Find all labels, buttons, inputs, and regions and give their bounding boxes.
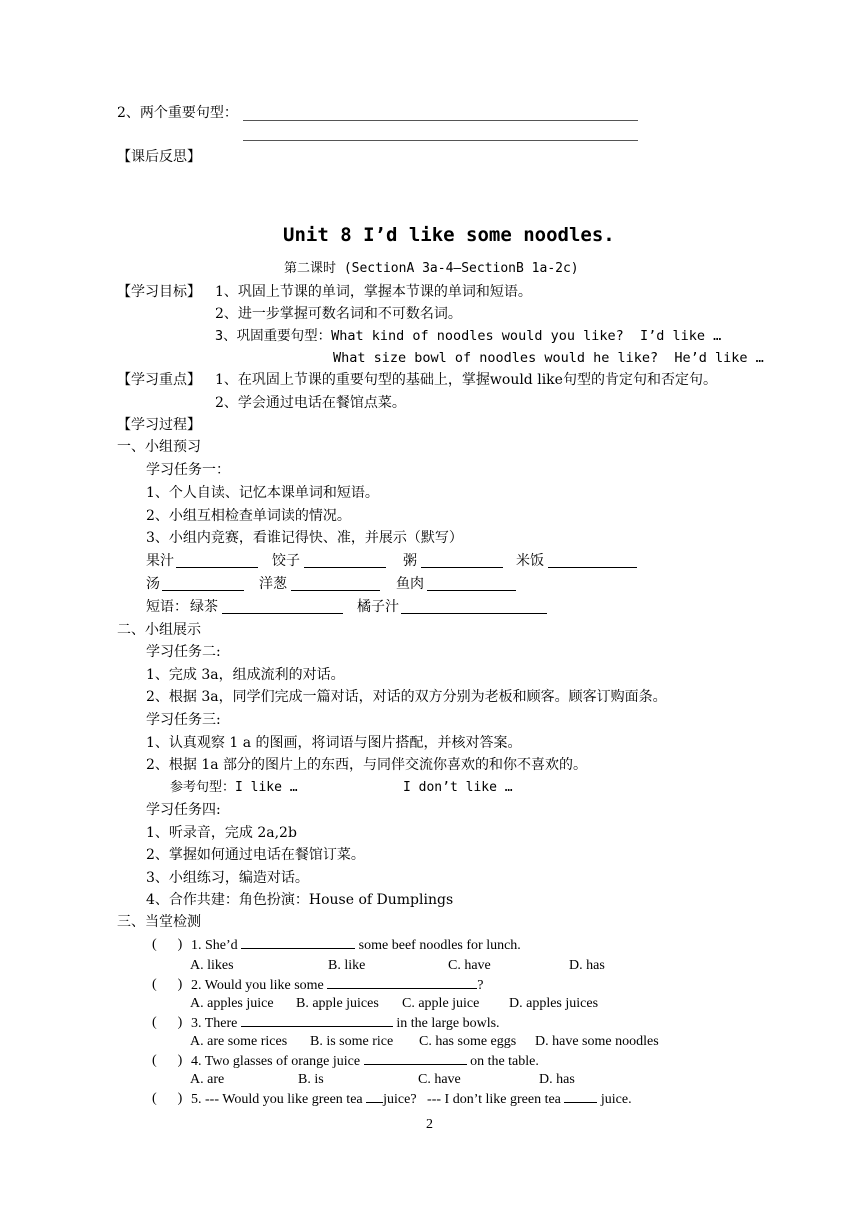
phrase-blank[interactable]	[222, 613, 343, 614]
section-heading: 二、小组展示	[117, 622, 201, 638]
quiz-question: 5. --- Would you like green tea juice? --- I don’t like green tea juice.	[191, 1092, 632, 1107]
vocab-blank[interactable]	[162, 590, 244, 591]
quiz-option: B. is	[298, 1072, 324, 1087]
quiz-option: B. like	[328, 958, 366, 973]
phrase-label: 短语：	[146, 599, 188, 615]
section-heading: 一、小组预习	[117, 439, 201, 455]
task-item: 1、认真观察 1 a 的图画，将词语与图片搭配，并核对答案。	[146, 735, 522, 751]
task-heading: 学习任务四:	[146, 802, 221, 818]
task-item: 2、小组互相检查单词读的情况。	[146, 508, 351, 524]
quiz-option: B. is some rice	[310, 1034, 394, 1049]
task-item: 4、合作共建：角色扮演：House of Dumplings	[146, 892, 454, 908]
focus-label: 【学习重点】	[117, 372, 201, 388]
quiz-question: 3. There in the large bowls.	[191, 1016, 500, 1031]
vocab-blank[interactable]	[548, 567, 637, 568]
lesson-subtitle: 第二课时 (SectionA 3a-4—SectionB 1a-2c)	[284, 261, 579, 276]
task-heading: 学习任务二:	[146, 644, 221, 660]
quiz-option: C. apple juice	[402, 996, 480, 1011]
answer-line[interactable]	[243, 120, 638, 121]
reference-pattern: I don’t like …	[403, 780, 513, 795]
task-item: 1、个人自读、记忆本课单词和短语。	[146, 485, 379, 501]
focus-item: 1、在巩固上节课的重要句型的基础上，掌握would like句型的肯定句和否定句。	[215, 372, 717, 388]
quiz-question: 2. Would you like some ?	[191, 978, 484, 993]
quiz-option: C. have	[418, 1072, 461, 1087]
answer-line[interactable]	[243, 140, 638, 141]
vocab-word: 粥	[403, 553, 417, 569]
goal-item: 1、巩固上节课的单词，掌握本节课的单词和短语。	[215, 284, 532, 300]
page-number: 2	[426, 1117, 433, 1132]
vocab-word: 饺子	[272, 553, 300, 569]
answer-bracket[interactable]: ( )	[152, 1053, 183, 1068]
quiz-option: D. have some noodles	[535, 1034, 659, 1049]
goal-item: What size bowl of noodles would he like? He’d like …	[333, 350, 764, 366]
quiz-option: B. apple juices	[296, 996, 379, 1011]
phrase-blank[interactable]	[401, 613, 547, 614]
vocab-blank[interactable]	[427, 590, 516, 591]
phrase-word: 橘子汁	[357, 599, 399, 615]
task-item: 1、完成 3a，组成流利的对话。	[146, 667, 345, 683]
sentence-pattern-label: 2、两个重要句型：	[117, 105, 238, 121]
answer-bracket[interactable]: ( )	[152, 1091, 183, 1106]
task-item: 2、掌握如何通过电话在餐馆订菜。	[146, 847, 365, 863]
quiz-option: D. apples juices	[509, 996, 599, 1011]
reference-pattern: 参考句型：I like …	[170, 780, 298, 795]
quiz-option: A. likes	[190, 958, 234, 973]
task-item: 1、听录音，完成 2a,2b	[146, 825, 297, 841]
fill-blank[interactable]	[364, 1052, 467, 1065]
answer-bracket[interactable]: ( )	[152, 937, 183, 952]
vocab-blank[interactable]	[421, 567, 503, 568]
quiz-question: 1. She’d some beef noodles for lunch.	[191, 938, 521, 953]
reflection-heading: 【课后反思】	[117, 149, 201, 165]
quiz-option: D. has	[539, 1072, 575, 1087]
process-label: 【学习过程】	[117, 417, 201, 433]
section-heading: 三、当堂检测	[117, 914, 201, 930]
phrase-word: 绿茶	[190, 599, 218, 615]
quiz-option: C. has some eggs	[419, 1034, 517, 1049]
vocab-word: 鱼肉	[396, 576, 424, 592]
vocab-word: 汤	[146, 576, 160, 592]
task-heading: 学习任务三:	[146, 712, 221, 728]
focus-item: 2、学会通过电话在餐馆点菜。	[215, 395, 406, 411]
task-item: 3、小组内竞赛，看谁记得快、准，并展示（默写）	[146, 530, 463, 546]
fill-blank[interactable]	[241, 1014, 393, 1027]
vocab-word: 洋葱	[259, 576, 287, 592]
task-item: 2、根据 3a，同学们完成一篇对话，对话的双方分别为老板和顾客。顾客订购面条。	[146, 689, 667, 705]
vocab-word: 米饭	[516, 553, 544, 569]
task-item: 2、根据 1a 部分的图片上的东西，与同伴交流你喜欢的和你不喜欢的。	[146, 757, 588, 773]
quiz-option: D. has	[569, 958, 605, 973]
quiz-option: A. are some rices	[190, 1034, 288, 1049]
quiz-option: A. apples juice	[190, 996, 274, 1011]
fill-blank[interactable]	[241, 936, 355, 949]
fill-blank[interactable]	[564, 1090, 597, 1103]
quiz-option: C. have	[448, 958, 491, 973]
goal-item: 3、巩固重要句型：What kind of noodles would you like? I’d like …	[215, 328, 722, 344]
fill-blank[interactable]	[366, 1090, 383, 1103]
vocab-blank[interactable]	[291, 590, 380, 591]
task-item: 3、小组练习，编造对话。	[146, 870, 309, 886]
goals-label: 【学习目标】	[117, 284, 201, 300]
answer-bracket[interactable]: ( )	[152, 1015, 183, 1030]
unit-title: Unit 8 I’d like some noodles.	[283, 224, 615, 246]
vocab-word: 果汁	[146, 553, 174, 569]
vocab-blank[interactable]	[176, 567, 258, 568]
quiz-option: A. are	[190, 1072, 225, 1087]
task-heading: 学习任务一：	[146, 462, 230, 478]
vocab-blank[interactable]	[304, 567, 386, 568]
fill-blank[interactable]	[327, 976, 477, 989]
goal-item: 2、进一步掌握可数名词和不可数名词。	[215, 306, 462, 322]
answer-bracket[interactable]: ( )	[152, 977, 183, 992]
quiz-question: 4. Two glasses of orange juice on the table.	[191, 1054, 539, 1069]
